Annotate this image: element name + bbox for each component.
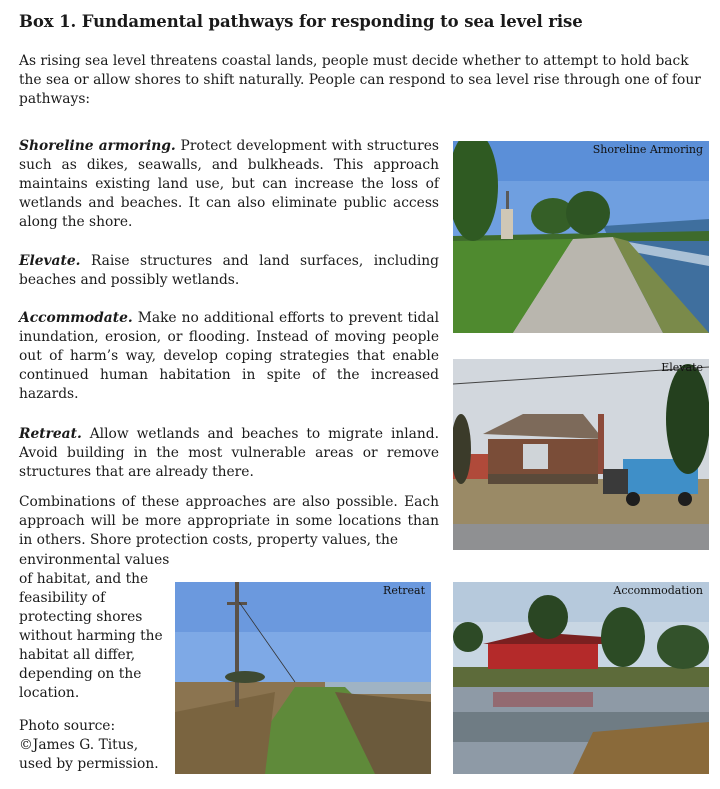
photo-source-credit: Photo source: ©James G. Titus, used by permission. <box>19 718 159 772</box>
combinations-paragraph: Combinations of these approaches are also possible. Each approach will be more appropriate in some locations than in others. Shore protection costs, property values, the <box>19 494 439 548</box>
photo-caption-elevate: Elevate <box>661 361 703 374</box>
pathway-description: Protect development with structures such as dikes, seawalls, and bulkheads. This approach maintains existing land use, but can increase the loss of wetlands and beaches. It can also eliminate public access along the shore. <box>19 138 439 230</box>
pathway-accommodate <box>19 309 439 404</box>
photo-accommodation <box>453 582 709 774</box>
photo-caption-retreat: Retreat <box>383 584 425 597</box>
photo-caption-shoreline-armoring: Shoreline Armoring <box>592 143 703 156</box>
intro-paragraph: As rising sea level threatens coastal lands, people must decide whether to attempt to hold back the sea or allow shores to shift naturally. People can respond to sea level rise through one of four pathways: <box>19 53 701 107</box>
pathway-term: Retreat. <box>19 426 82 442</box>
pathway-description: Raise structures and land surfaces, including beaches and possibly wetlands. <box>19 253 439 288</box>
photo-retreat <box>175 582 431 774</box>
pathway-description: Allow wetlands and beaches to migrate inland. Avoid building in the most vulnerable areas or remove structures that are already there. <box>19 426 439 480</box>
photo-shoreline-armoring <box>453 141 709 333</box>
pathway-term: Accommodate. <box>19 310 133 326</box>
pathway-term: Elevate. <box>19 253 81 269</box>
pathway-retreat <box>19 425 439 482</box>
combinations-continued: environmental values of habitat, and the feasibility of protecting shores without harming the habitat all differ, depending on the location. <box>19 552 170 701</box>
photo-caption-accommodation: Accommodation <box>613 584 703 597</box>
photo-elevate <box>453 359 709 550</box>
pathway-term: Shoreline armoring. <box>19 138 176 154</box>
pathway-description: Make no additional efforts to prevent tidal inundation, erosion, or flooding. Instead of moving people out of harm’s way, develop coping strategies that enable continued human habitation in spite of the increased hazards. <box>19 310 439 402</box>
box-title: Box 1. Fundamental pathways for responding to sea level rise <box>19 12 583 31</box>
pathway-shoreline-armoring <box>19 137 439 232</box>
pathway-elevate <box>19 252 439 290</box>
